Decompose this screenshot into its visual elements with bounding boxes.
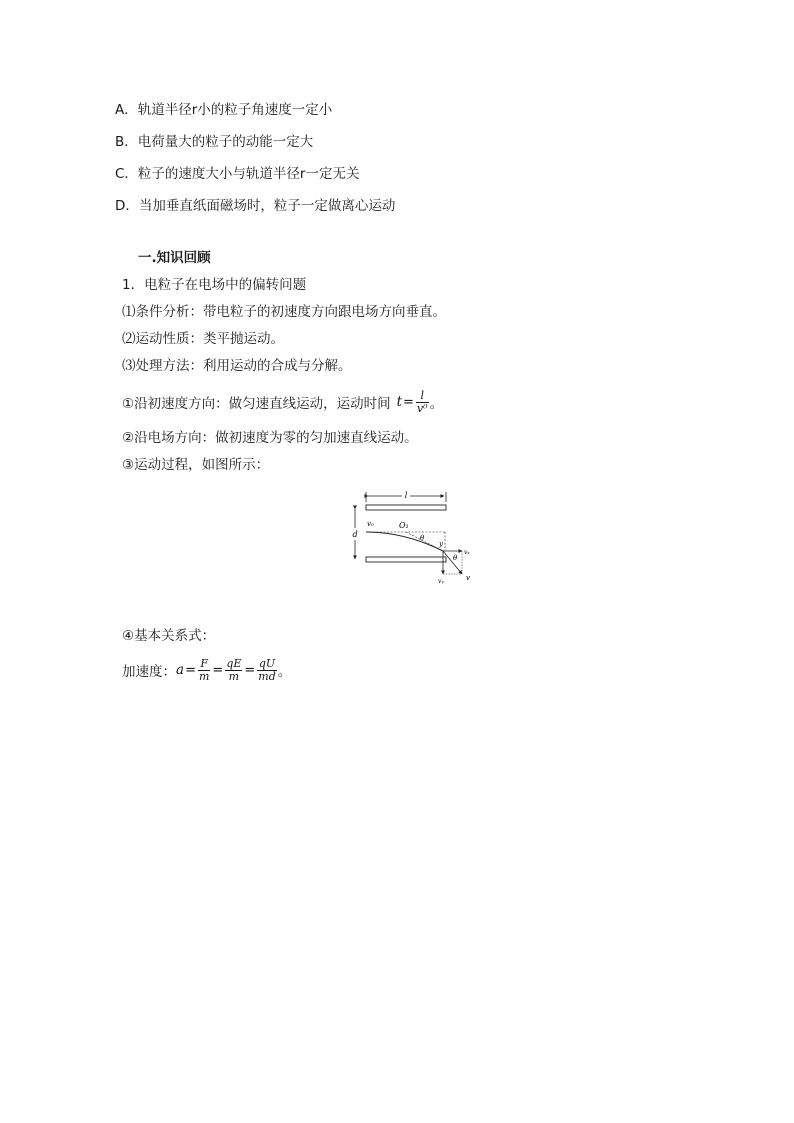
accel-suffix: 。 bbox=[277, 664, 292, 680]
trajectory bbox=[366, 532, 443, 551]
item-method: ⑶处理方法：利用运动的合成与分解。 bbox=[122, 358, 352, 374]
step1-num: l bbox=[420, 388, 425, 402]
option-b: B．电荷量大的粒子的动能一定大 bbox=[115, 134, 314, 150]
accel-fraction-1 bbox=[198, 658, 210, 683]
accel-fraction-3 bbox=[257, 658, 276, 683]
accel-f3-den: md bbox=[258, 669, 276, 683]
option-d: D．当加垂直纸面磁场时，粒子一定做离心运动 bbox=[115, 198, 396, 214]
accel-formula bbox=[122, 652, 291, 688]
bottom-plate bbox=[366, 557, 446, 562]
label-v: v bbox=[466, 574, 470, 582]
accel-prefix: 加速度： bbox=[122, 664, 176, 680]
accel-eq-3: = bbox=[244, 662, 256, 678]
section-title: 一.知识回顾 bbox=[138, 250, 211, 266]
accel-f2-den: m bbox=[225, 670, 242, 683]
accel-fraction-2 bbox=[225, 658, 242, 683]
label-v0: v₀ bbox=[367, 520, 374, 528]
label-vy: vᵧ bbox=[438, 578, 444, 585]
step1-fraction bbox=[416, 390, 429, 415]
accel-eq-2: = bbox=[212, 662, 224, 678]
step1-formula bbox=[122, 385, 443, 419]
label-theta-2: θ bbox=[453, 554, 458, 562]
accel-f2-num: qE bbox=[226, 656, 242, 670]
label-l: l bbox=[404, 491, 408, 500]
top-plate bbox=[366, 505, 446, 510]
topic-heading: 1．电粒子在电场中的偏转问题 bbox=[122, 277, 307, 293]
step1-den: v⁰ bbox=[416, 401, 428, 415]
step1-prefix: ①沿初速度方向：做匀速直线运动，运动时间 bbox=[122, 396, 391, 412]
step4: ④基本关系式： bbox=[122, 628, 216, 644]
option-a: A．轨道半径r小的粒子角速度一定小 bbox=[115, 102, 333, 118]
step1-suffix: 。 bbox=[429, 396, 444, 412]
step3: ③运动过程，如图所示： bbox=[122, 457, 270, 473]
accel-f1-den: m bbox=[198, 669, 210, 683]
accel-eq-1: = bbox=[185, 662, 196, 678]
step1-eq: = bbox=[403, 394, 414, 410]
deflection-diagram bbox=[350, 488, 480, 588]
label-vx: vₓ bbox=[464, 549, 470, 556]
label-d: d bbox=[352, 530, 358, 539]
label-y: y bbox=[439, 540, 443, 548]
item-condition: ⑴条件分析：带电粒子的初速度方向跟电场方向垂直。 bbox=[122, 304, 446, 320]
step2: ②沿电场方向：做初速度为零的匀加速直线运动。 bbox=[122, 430, 418, 446]
item-motion-type: ⑵运动性质：类平抛运动。 bbox=[122, 331, 284, 347]
label-theta-1: θ bbox=[420, 534, 425, 542]
accel-lhs: a bbox=[176, 662, 185, 678]
option-c: C．粒子的速度大小与轨道半径r一定无关 bbox=[115, 166, 360, 182]
accel-f1-num: F bbox=[200, 656, 208, 670]
step1-lhs: t bbox=[396, 394, 403, 410]
label-o1: O₁ bbox=[399, 521, 409, 530]
accel-f3-num: qU bbox=[258, 656, 276, 670]
